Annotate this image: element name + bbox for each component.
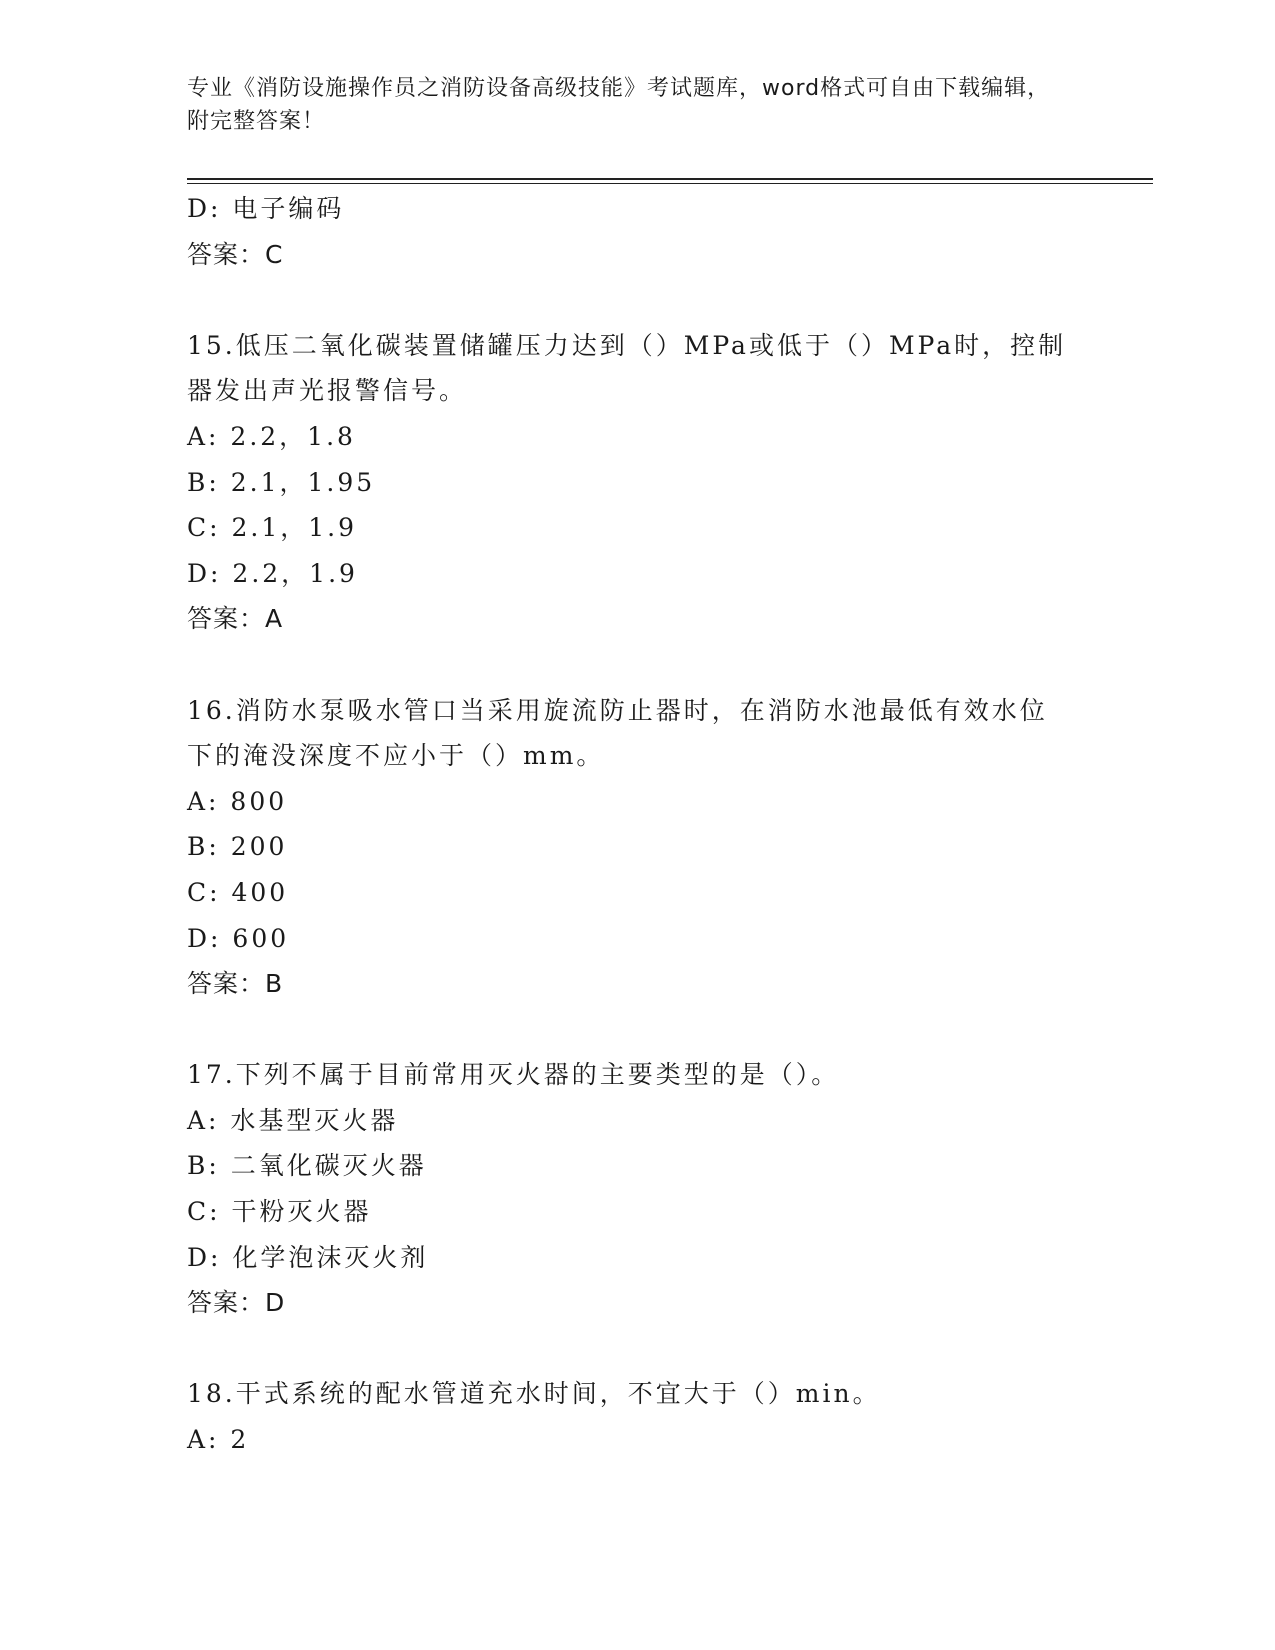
question-stem: 17.下列不属于目前常用灭火器的主要类型的是（）。 <box>187 1060 840 1090</box>
prev-answer: 答案：C <box>187 239 284 269</box>
question-stem: 器发出声光报警信号。 <box>187 376 468 406</box>
option-a: A: 2.2，1.8 <box>187 421 356 451</box>
spacer <box>187 1326 1087 1372</box>
spacer <box>187 277 1087 323</box>
header-rule-thick <box>187 178 1153 180</box>
option-a: A: 800 <box>187 786 288 816</box>
option-d: D: 2.2，1.9 <box>187 558 358 588</box>
option-c: C: 干粉灭火器 <box>187 1197 372 1227</box>
question-stem: 16.消防水泵吸水管口当采用旋流防止器时，在消防水池最低有效水位 <box>187 695 1048 725</box>
option-b: B: 2.1，1.95 <box>187 467 376 497</box>
option-d: D: 化学泡沫灭火剂 <box>187 1242 429 1272</box>
spacer <box>187 642 1087 688</box>
question-content <box>187 186 1087 1463</box>
spacer <box>187 1007 1087 1053</box>
prev-option-d: D: 电子编码 <box>187 194 345 223</box>
answer: 答案：D <box>187 1288 286 1318</box>
option-b: B: 二氧化碳灭火器 <box>187 1151 427 1181</box>
option-c: C: 400 <box>187 877 289 907</box>
page-header: 专业《消防设施操作员之消防设备高级技能》考试题库，word格式可自由下载编辑，附完整答案！ <box>187 76 1051 134</box>
answer: 答案：B <box>187 969 284 999</box>
option-d: D: 600 <box>187 923 290 953</box>
question-stem: 18.干式系统的配水管道充水时间，不宜大于（）min。 <box>187 1379 881 1409</box>
header-rule-thin <box>187 183 1153 184</box>
option-b: B: 200 <box>187 832 288 862</box>
question-16 <box>187 688 1087 1007</box>
option-c: C: 2.1，1.9 <box>187 513 358 543</box>
question-15 <box>187 323 1087 642</box>
question-stem: 下的淹没深度不应小于（）mm。 <box>187 741 605 771</box>
option-a: A: 水基型灭火器 <box>187 1105 399 1135</box>
option-a: A: 2 <box>187 1425 250 1455</box>
question-stem: 15.低压二氧化碳装置储罐压力达到（）MPa或低于（）MPa时，控制 <box>187 330 1067 360</box>
question-18 <box>187 1371 1087 1462</box>
question-17 <box>187 1052 1087 1326</box>
answer: 答案：A <box>187 604 284 634</box>
